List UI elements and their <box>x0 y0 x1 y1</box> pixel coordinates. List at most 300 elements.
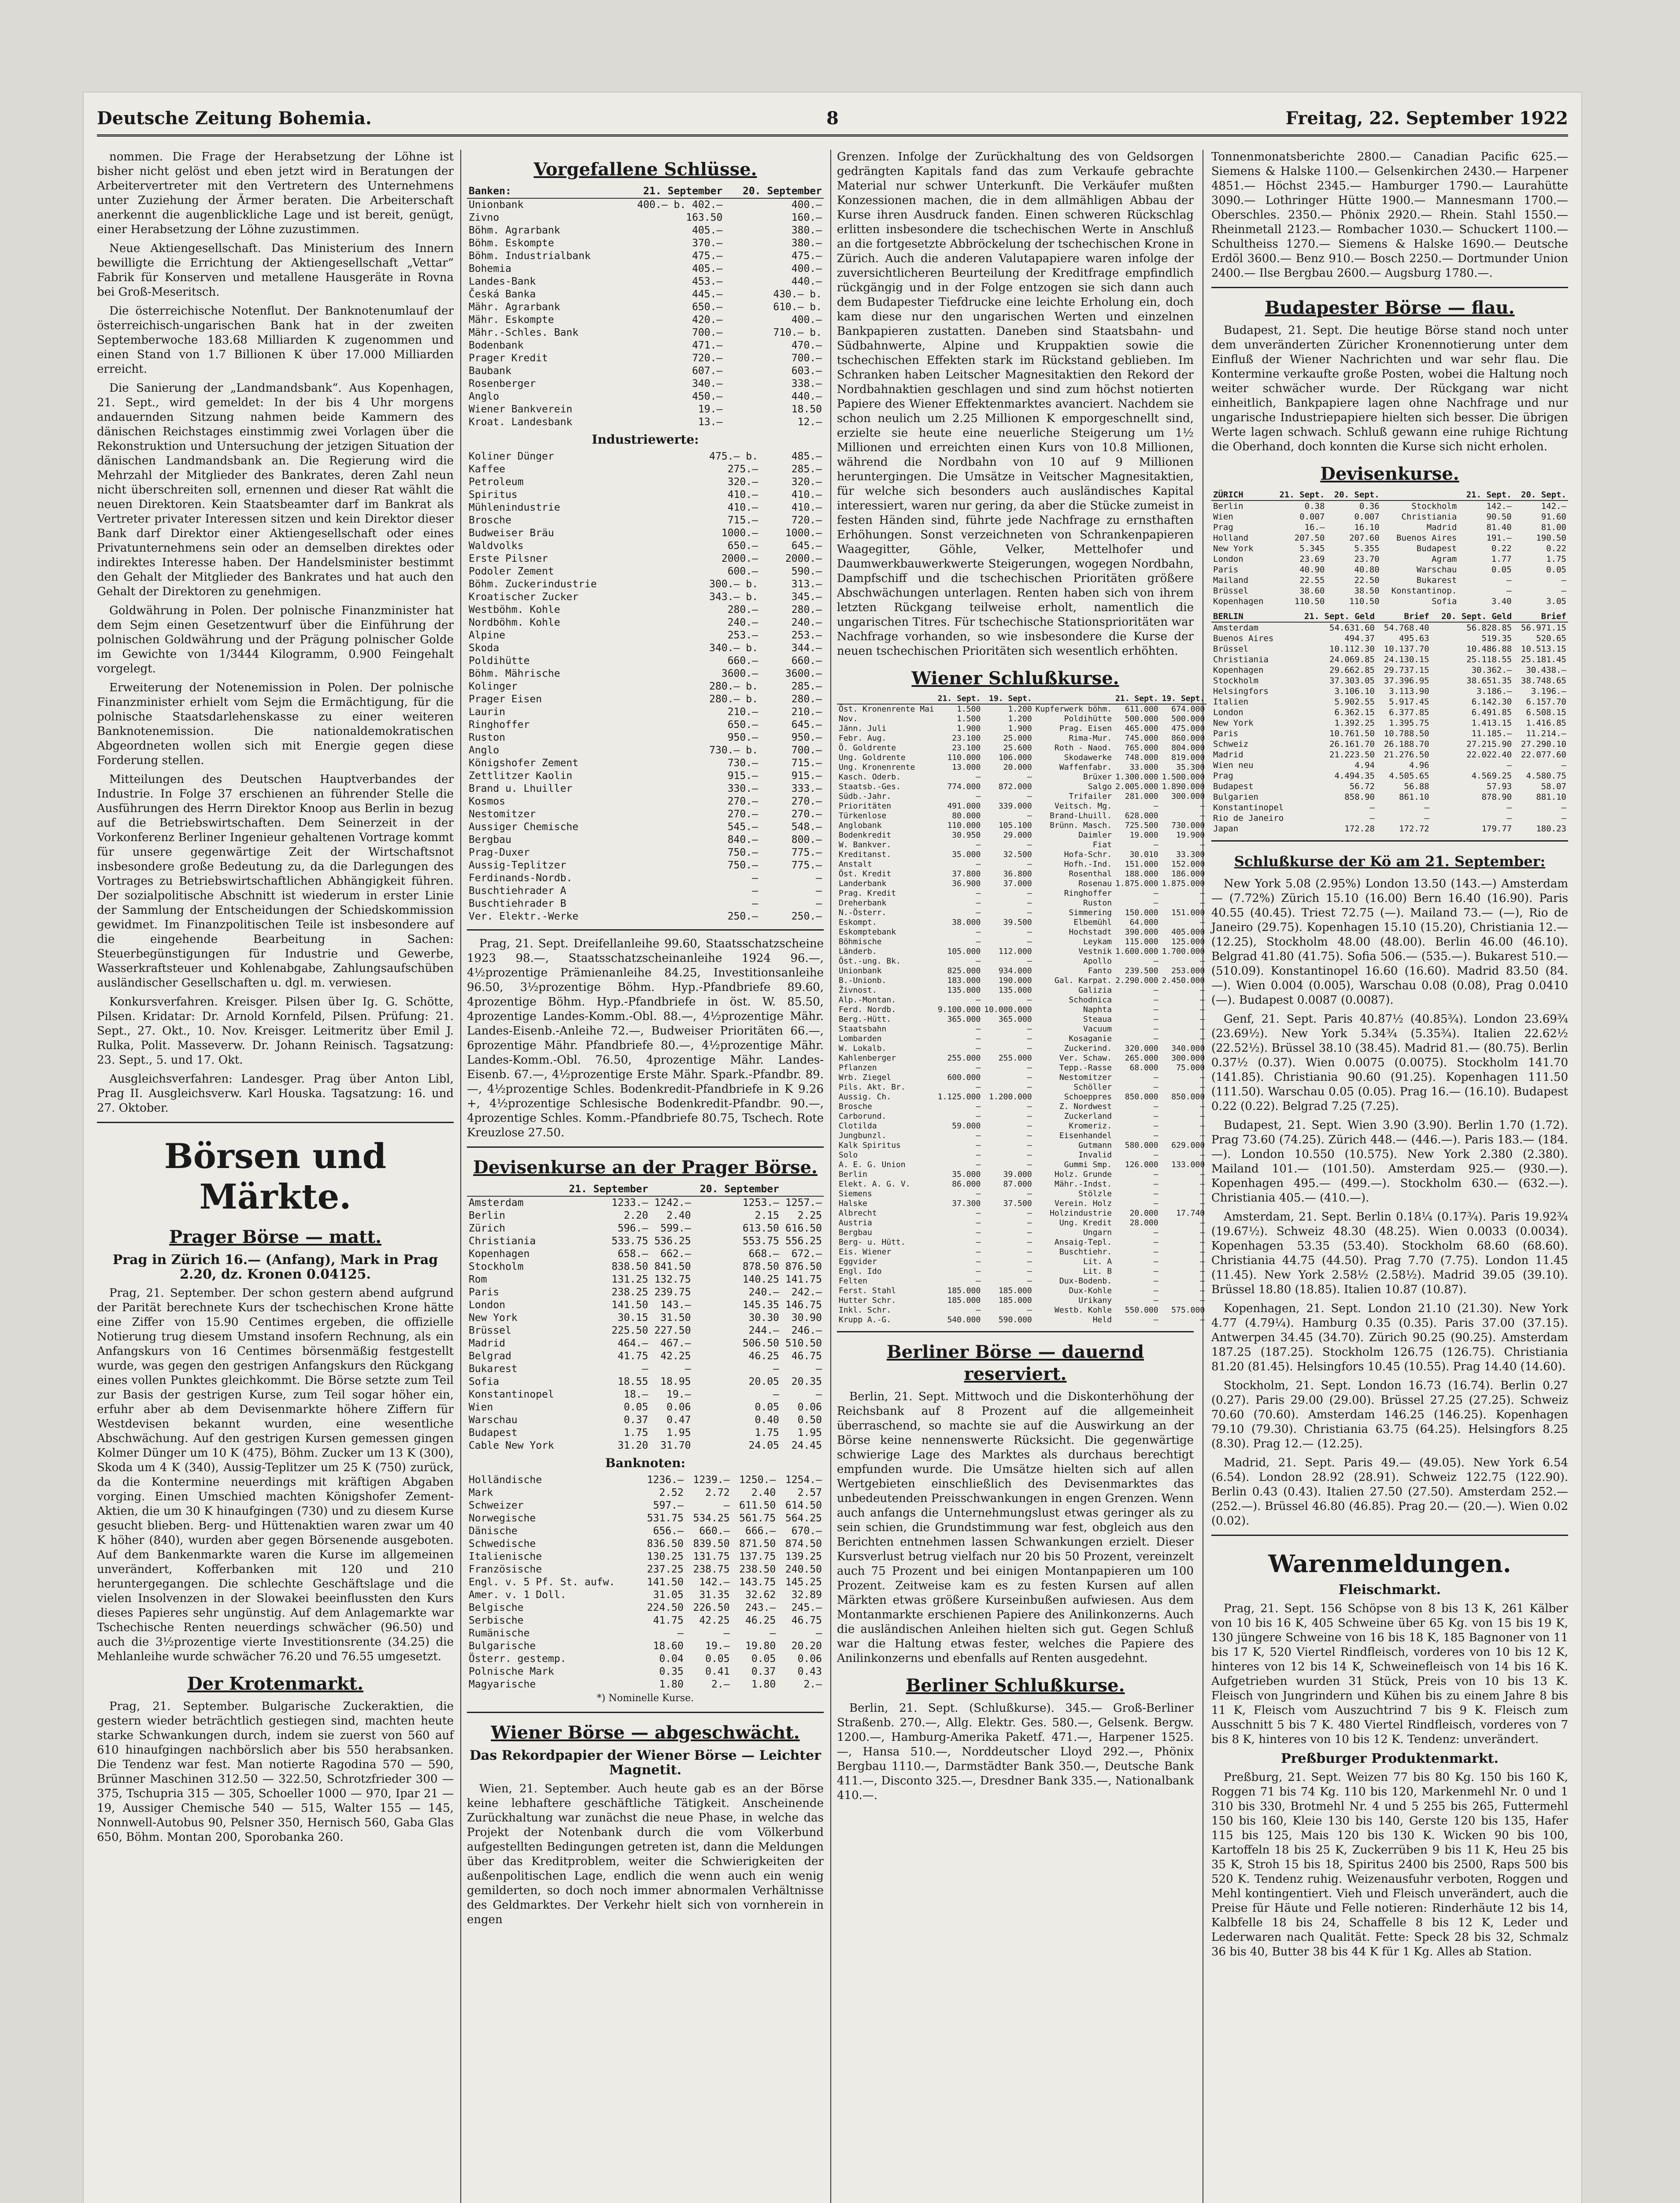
table-cell: 12.— <box>797 416 822 428</box>
table-cell: — <box>1200 1083 1205 1092</box>
table-row <box>467 642 824 655</box>
table-row <box>837 743 1206 753</box>
table-cell: — <box>976 1189 981 1198</box>
table-cell: Jänn. Juli <box>839 724 887 733</box>
table-cell: 31.50 <box>660 1312 691 1324</box>
table-cell: — <box>1561 803 1566 812</box>
table-cell: 238.50 <box>739 1564 776 1575</box>
table-cell: — <box>976 860 981 869</box>
table-row <box>467 821 824 834</box>
table-cell: — <box>1027 1247 1032 1257</box>
table-cell: Kopenhagen <box>469 1248 530 1260</box>
table-cell: — <box>1200 1034 1205 1043</box>
table-cell: Mähr.-Schles. Bank <box>469 327 579 338</box>
table-cell: 0.007 <box>1299 512 1325 522</box>
table-cell: 1.875.000 <box>1115 879 1158 888</box>
table-cell: Poldihütte <box>469 655 530 667</box>
table-cell: 6.142.30 <box>1471 697 1512 707</box>
table-cell: 2.005.000 <box>1115 782 1158 791</box>
table-row <box>467 910 824 923</box>
table-cell: Warschau <box>1416 565 1457 575</box>
table-row <box>467 1427 824 1439</box>
table-cell: 575.000 <box>1171 1305 1205 1315</box>
table-cell: — <box>1153 1034 1158 1043</box>
table-row <box>837 1053 1206 1063</box>
table-row <box>467 403 824 416</box>
table-cell: 4.569.25 <box>1471 771 1512 781</box>
copenhagen-report: Kopenhagen, 21. Sept. London 21.10 (21.30). New York 4.77 (4.79¼). Hamburg 0.35 (0.35). Paris 37.00 (37.15). Antwerpen 34.45 (34.70). Zürich 90.25 (90.25). Amsterdam 187.25 (187.25). Stockholm 126.75 (126.75). Christiania 81.20 (81.45). Helsingfors 10.45 (10.55). Prag 14.40 (14.60). <box>1211 1302 1568 1373</box>
table-cell: 23.100 <box>952 743 981 753</box>
table-row <box>467 1653 824 1665</box>
table-row <box>467 224 824 237</box>
table-cell: Nov. <box>839 714 858 723</box>
table-cell: Paris <box>1213 565 1239 575</box>
table-cell: 87.000 <box>1003 1179 1032 1189</box>
table-cell: 9.100.000 <box>937 1005 981 1014</box>
table-cell: 6.157.70 <box>1526 697 1566 707</box>
table-row <box>467 655 824 668</box>
table-cell: Holländische <box>469 1474 542 1486</box>
table-row <box>1211 739 1568 749</box>
table-cell: Wrb. Ziegel <box>839 1073 892 1082</box>
table-cell: Zettlitzer Kaolin <box>469 770 573 782</box>
table-cell: Brüssel <box>1213 586 1249 596</box>
table-cell: 29.000 <box>1003 831 1032 840</box>
table-row <box>467 1376 824 1388</box>
table-cell: 27.290.10 <box>1521 739 1566 749</box>
table-cell: 29.737.15 <box>1384 665 1429 675</box>
table-cell: 239.500 <box>1125 966 1158 975</box>
table-cell: 4.505.65 <box>1389 771 1429 781</box>
table-cell: 500.000 <box>1125 714 1158 723</box>
table-cell: 534.25 <box>693 1513 730 1524</box>
table-cell: 871.50 <box>739 1538 776 1550</box>
table-cell: Aussiger Chemische <box>469 821 579 833</box>
table-cell: 1.392.25 <box>1334 718 1375 728</box>
table-cell: 57.93 <box>1487 782 1512 791</box>
table-cell: — <box>1027 908 1032 917</box>
table-cell: — <box>1027 1228 1032 1237</box>
table-cell: Erste Pilsner <box>469 553 548 564</box>
table-cell: Pflanzen <box>839 1063 877 1072</box>
berlin-exchange-report: Berlin, 21. Sept. Mittwoch und die Diskonterhöhung der Reichsbank auf 8 Prozent auf die allgemeinheit überraschend, so machte sie auf die Auswirkung an der Börse keine nennenswerte Rücksicht. Die gegenwärtige schwierige Lage des Marktes als durchaus berechtigt empfunden wurde. Die Umsätze hielten sich auf allen Wertgebieten einschließlich des Devisenmarktes das unbedeutenden Preisschwankungen in engen Grenzen. Wenn auch anfangs die Unternehmungslust etwas geringer als zu sein schien, die Grundstimmung war fest, obgleich aus den Berichten entnehmen lassen Schwankungen erzielt. Dieser Kursverlust betrug vielfach nur 20 bis 50 Prozent, vereinzelt auch 75 Prozent und bei einigen Montanpapieren um 100 Prozent. Zeitweise kam es zu festen Kursen auf allen Märkten etwas größere Kurseinbußen aufwiesen. Aus dem Montanmarkte erschienen Papiere des Anilinkonzerns. Auch die ausländischen Anleihen hielten sich gut. Gegen Schluß war die Haltung etwas fester, welches die Papiere des Anilinkonzerns und ebenfalls auf Renten ausgedehnt. <box>837 1390 1194 1665</box>
table-cell: Waffenfabr. <box>1059 763 1112 772</box>
table-cell: Ung. Kredit <box>1059 1218 1112 1228</box>
vienna-closing-heading: Wiener Schlußkurse. <box>911 668 1119 689</box>
table-cell: — <box>1153 1228 1158 1237</box>
table-cell: 137.75 <box>739 1551 776 1562</box>
table-cell: 22.022.40 <box>1466 750 1512 760</box>
table-cell: — <box>1153 1005 1158 1014</box>
table-row <box>467 1273 824 1286</box>
table-cell: 0.35 <box>659 1666 684 1677</box>
table-cell: — <box>1561 586 1566 596</box>
table-row <box>467 339 824 352</box>
table-row <box>467 757 824 770</box>
table-cell: — <box>1200 1296 1205 1305</box>
table-cell: Ferdinands-Nordb. <box>469 872 573 884</box>
table-cell: 35.000 <box>952 850 981 859</box>
table-cell: Fiat <box>1092 840 1112 849</box>
table-cell: 19.— <box>698 404 723 415</box>
table-cell: Roth - Naod. <box>1055 743 1112 753</box>
table-cell: Eskomptebank <box>839 927 896 937</box>
table-cell: — <box>1027 995 1032 1005</box>
table-cell: Lit. B <box>1083 1267 1112 1276</box>
table-cell: Königshofer Zement <box>469 757 579 769</box>
table-cell: — <box>1153 1112 1158 1121</box>
table-cell: Halske <box>839 1199 868 1208</box>
table-row <box>467 1602 824 1614</box>
table-cell: 610.— b. <box>773 301 822 313</box>
table-cell: Salgo <box>1088 782 1112 791</box>
table-cell: — <box>976 1247 981 1257</box>
table-cell: 715.— <box>791 757 822 769</box>
table-cell: Steaua <box>1083 1015 1112 1024</box>
table-cell: — <box>1200 1150 1205 1160</box>
table-row <box>837 1199 1206 1209</box>
table-cell: 42.25 <box>699 1615 730 1626</box>
divider <box>97 1122 454 1123</box>
table-cell: — <box>1424 803 1429 812</box>
table-row <box>467 527 824 540</box>
table-cell: Helsingfors <box>1213 686 1269 696</box>
table-cell: — <box>1506 813 1512 823</box>
table-cell: Leykam <box>1083 937 1112 946</box>
table-cell: Kromeriz. <box>1069 1121 1112 1131</box>
table-cell: 0.05 <box>751 1653 776 1665</box>
table-row <box>467 326 824 339</box>
table-row <box>837 1131 1206 1141</box>
table-cell: 1.95 <box>666 1427 691 1439</box>
table-cell: — <box>1027 1044 1032 1053</box>
table-cell: — <box>1200 1131 1205 1140</box>
vienna-exchange-heading: Wiener Börse — abgeschwächt. <box>491 1722 800 1743</box>
table-cell: 580.000 <box>1125 1141 1158 1150</box>
table-cell: 950.— <box>791 732 822 743</box>
table-cell: Siemens <box>839 1189 872 1198</box>
table-cell: 510.50 <box>785 1338 822 1349</box>
table-cell: — <box>1200 811 1205 820</box>
column-header <box>837 694 936 704</box>
table-cell: 400.— <box>791 263 822 274</box>
table-cell: Budapest <box>1213 782 1254 791</box>
table-cell: — <box>1200 1199 1205 1208</box>
table-cell: 24.45 <box>791 1440 822 1451</box>
table-cell: Kreditanst. <box>839 850 892 859</box>
table-cell: Prager Eisen <box>469 694 542 705</box>
table-cell: 629.000 <box>1171 1141 1205 1150</box>
table-cell: Ruston <box>469 732 506 743</box>
table-cell: 836.50 <box>647 1538 684 1550</box>
table-cell: Wien <box>469 1402 493 1413</box>
table-cell: 185.000 <box>998 1296 1032 1305</box>
table-cell: 333.— <box>791 783 822 794</box>
table-row <box>837 937 1206 947</box>
table-cell: 54.768.40 <box>1384 623 1429 633</box>
table-cell: — <box>976 1044 981 1053</box>
table-cell: Serbische <box>469 1615 524 1626</box>
table-cell: — <box>1200 1112 1205 1121</box>
table-cell: 131.25 <box>611 1274 648 1285</box>
kroten-report: Prag, 21. September. Bulgarische Zuckeraktien, die gestern wieder beträchtlich gestiegen sind, machten heute starke Schwankungen durch, indem sie zuerst von 560 auf 610 hinaufgingen nachbörslich aber bis 550 herabsanken. Die Tendenz war fest. Man notierte Ragodina 570 — 590, Brünner Maschinen 312.50 — 322.50, Schrotzfrieder 300 — 375, Tschupria 315 — 305, Schoeller 1000 — 970, Ipar 21 — 19, Aussiger Chemische 540 — 515, Walter 155 — 145, Nonnwell-Autobus 90, Pelsner 350, Hernisch 560, Gaba Glas 650, Böhm. Montan 200, Sporobanka 260. <box>97 1700 454 1844</box>
table-cell: 32.500 <box>1003 850 1032 859</box>
table-cell: Invalid <box>1078 1150 1112 1160</box>
table-cell: Ferd. Nordb. <box>839 1005 896 1014</box>
table-cell: 141.50 <box>647 1576 684 1588</box>
table-cell: 135.000 <box>998 986 1032 995</box>
table-cell: 152.000 <box>1171 860 1205 869</box>
table-cell: 410.— <box>791 489 822 501</box>
table-cell: — <box>1027 1305 1032 1315</box>
budapest-rates-report: Budapest, 21. Sept. Wien 3.90 (3.90). Berlin 1.70 (1.72). Prag 73.60 (74.25). Zürich 448.— (446.—). Paris 183.— (184.—). London 10.550 (10.575). New York 2.380 (2.380). Mailand 101.— (101.50). Amsterdam 925.— (930.—). Kopenhagen 495.— (499.—). Stockholm 630.— (632.—). Christiania 405.— (410.—). <box>1211 1119 1568 1205</box>
table-cell: Bohemia <box>469 263 511 274</box>
table-cell: 237.25 <box>647 1564 684 1575</box>
table-row <box>837 840 1206 850</box>
table-cell: Kolinger <box>469 681 518 692</box>
table-cell: 330.— <box>727 783 758 794</box>
table-row <box>467 1439 824 1452</box>
news-item: Erweiterung der Notenemission in Polen. Der polnische Finanzminister erhielt vom Sejm die Ermächtigung, für die polnische Staatsdarlehenskasse zu einer weiteren Banknotenemission. Die nationaldemokratischen Abgeordneten wollen sich mit Energie gegen diese Forderung stellen. <box>97 681 454 767</box>
table-cell: 660.— <box>727 655 758 667</box>
table-cell: 31.05 <box>653 1589 684 1601</box>
table-cell: — <box>1153 1024 1158 1034</box>
table-cell: Christiania <box>469 1235 536 1247</box>
table-cell: 2.20 <box>624 1210 648 1221</box>
table-cell: 775.— <box>791 860 822 871</box>
table-cell: Ungarn <box>1083 1228 1112 1237</box>
table-cell: Staatsb.-Ges. <box>839 782 901 791</box>
table-cell: 467.— <box>660 1338 691 1349</box>
table-row <box>467 783 824 795</box>
table-row <box>837 1102 1206 1112</box>
table-cell: 3.113.90 <box>1389 686 1429 696</box>
table-row <box>837 1179 1206 1189</box>
table-row <box>1211 665 1568 675</box>
table-cell: Zivno <box>469 212 500 223</box>
table-cell: 1.95 <box>797 1427 822 1439</box>
table-cell: 190.50 <box>1536 533 1566 543</box>
table-cell: 1.500 <box>957 705 981 714</box>
table-cell: Vestnik <box>1078 947 1112 956</box>
table-cell: 146.75 <box>785 1299 822 1311</box>
table-cell: Z. Nordwest <box>1059 1102 1112 1111</box>
table-cell: Buschtiehrader B <box>469 898 566 909</box>
table-cell: — <box>1153 1296 1158 1305</box>
table-cell: 861.10 <box>1399 792 1429 802</box>
column-header: ZÜRICH <box>1211 490 1272 501</box>
table-cell: Kahlenberger <box>839 1053 896 1063</box>
table-row <box>837 976 1206 986</box>
table-cell: — <box>816 872 822 884</box>
table-cell: Holzindustrie <box>1050 1209 1112 1218</box>
table-cell: — <box>976 1112 981 1121</box>
table-cell: — <box>816 1363 822 1375</box>
table-cell: 240.— <box>727 617 758 628</box>
table-cell: 245.— <box>791 1602 822 1613</box>
table-cell: 35.000 <box>952 1170 981 1179</box>
table-row <box>837 704 1206 714</box>
table-cell: Clotilda <box>839 1121 877 1131</box>
table-cell: Südb.-Jahr. <box>839 792 892 801</box>
table-cell: 160.— <box>791 212 822 223</box>
divider <box>467 1146 824 1148</box>
banknotes-caption: Banknoten: <box>605 1456 686 1470</box>
table-row <box>467 275 824 288</box>
table-cell: 300.— b. <box>709 579 758 590</box>
table-cell: 500.000 <box>1171 714 1205 723</box>
table-cell: Schwedische <box>469 1538 536 1550</box>
table-cell: Stockholm <box>1213 676 1258 686</box>
table-cell: — <box>1027 1034 1032 1043</box>
table-cell: Kroat. Landesbank <box>469 416 573 428</box>
table-cell: — <box>976 889 981 898</box>
table-row <box>1211 543 1568 554</box>
table-row <box>837 1083 1206 1092</box>
table-cell: 115.000 <box>1125 937 1158 946</box>
table-cell: — <box>816 1389 822 1400</box>
table-cell: — <box>1200 889 1205 898</box>
table-cell: 344.— <box>791 642 822 654</box>
news-item: nommen. Die Frage der Herabsetzung der Löhne ist bisher nicht gelöst und eben jetzt wird in Beratungen der Arbeitervertreter mit den Vertretern des Unternehmens unter Zuziehung der Ärmer beraten. Die Arbeiterschaft anerkennt die augenblickliche Lage und ist bereit, genügt, einer Herabsetzung der Löhne zuzustimmen. <box>97 150 454 236</box>
table-row <box>467 770 824 783</box>
table-cell: Eskompt. <box>839 918 877 927</box>
table-cell: 242.— <box>791 1287 822 1298</box>
table-cell: 0.36 <box>1359 501 1380 511</box>
table-cell: Aussig-Teplitzer <box>469 860 566 871</box>
table-cell: 18.95 <box>660 1376 691 1387</box>
table-cell: — <box>1153 1189 1158 1198</box>
table-row <box>467 719 824 731</box>
table-cell: Mähr. Eskompte <box>469 314 554 326</box>
table-cell: Rosenberger <box>469 378 536 389</box>
table-cell: — <box>1027 1209 1032 1218</box>
table-cell: 255.000 <box>998 1053 1032 1063</box>
table-cell: 20.35 <box>791 1376 822 1387</box>
table-cell: 725.500 <box>1125 821 1158 830</box>
table-cell: — <box>1200 1257 1205 1266</box>
table-cell: 188.000 <box>1125 869 1158 879</box>
table-cell: Hofa-Schr. <box>1064 850 1112 859</box>
table-row <box>1211 512 1568 522</box>
table-cell: — <box>1200 1267 1205 1276</box>
table-cell: Stölzle <box>1078 1189 1112 1198</box>
table-cell: Buschtiehrader A <box>469 885 566 897</box>
table-cell: 0.38 <box>1304 501 1325 511</box>
table-cell: Holland <box>1213 533 1249 543</box>
table-cell: 2000.— <box>785 553 822 564</box>
table-cell: 0.05 <box>705 1653 730 1665</box>
table-cell: 38.748.65 <box>1521 676 1566 686</box>
table-cell: 46.25 <box>748 1350 779 1362</box>
prague-exchange-heading: Prager Börse — matt. <box>169 1227 381 1247</box>
table-cell: Madrid <box>1213 750 1243 760</box>
table-cell: 838.50 <box>611 1261 648 1272</box>
table-cell: 27.215.90 <box>1466 739 1512 749</box>
table-cell: 878.90 <box>1481 792 1512 802</box>
table-cell: 365.000 <box>998 1015 1032 1024</box>
table-cell: — <box>1027 1150 1032 1160</box>
table-cell: — <box>1027 840 1032 849</box>
table-cell: 475.— <box>692 250 723 262</box>
table-cell: — <box>976 1024 981 1034</box>
table-cell: — <box>1153 1102 1158 1111</box>
table-cell: 495.63 <box>1399 634 1429 643</box>
table-cell: — <box>1027 1160 1032 1169</box>
table-cell: 18.— <box>624 1389 648 1400</box>
table-row <box>467 795 824 808</box>
table-row <box>467 680 824 693</box>
table-cell: 110.000 <box>947 753 981 762</box>
table-cell: 0.22 <box>1491 544 1512 553</box>
table-cell: 19.80 <box>745 1640 776 1652</box>
table-cell: Buenos Aires <box>1396 533 1457 543</box>
column-header: 21. Sept. <box>936 694 983 704</box>
table-cell: — <box>976 1034 981 1043</box>
table-cell: Westb. Kohle <box>1055 1305 1112 1315</box>
table-cell: 2.15 <box>755 1210 779 1221</box>
table-cell: 37.800 <box>952 869 981 879</box>
table-cell: — <box>1027 1121 1032 1131</box>
table-row <box>1211 813 1568 823</box>
table-row <box>467 416 824 429</box>
table-cell: — <box>1027 811 1032 820</box>
table-cell: 75.000 <box>1176 1063 1205 1072</box>
table-cell: Kosmos <box>469 796 506 807</box>
table-cell: Lit. A <box>1083 1257 1112 1266</box>
table-row <box>837 898 1206 908</box>
table-cell: 878.50 <box>742 1261 779 1272</box>
table-cell: 561.75 <box>739 1513 776 1524</box>
vienna-exchange-report: Wien, 21. September. Auch heute gab es an der Börse keine lebhaftere geschäftliche Tätigkeit. Anscheinende Zurückhaltung war zunächst die neue Phase, in welche das Projekt der Notenbank durch die vom Völkerbund aufgestellten Bedingungen getreten ist, dann die Meldungen über das Kreditproblem, weiter die Schwierigkeiten der außenpolitischen Lage, endlich die wenn auch ein wenig gemilderten, so doch noch immer abnormalen Verhältnisse des Geldmarktes. Der Verkehr hielt sich von vornherein in engen <box>467 1782 824 1926</box>
table-row <box>467 352 824 365</box>
table-cell: Westböhm. Kohle <box>469 604 560 616</box>
table-cell: 520.65 <box>1536 634 1566 643</box>
table-cell: Bulgarien <box>1213 792 1258 802</box>
table-row <box>1211 675 1568 686</box>
table-cell: Gal. Karpat. <box>1055 976 1112 985</box>
table-row <box>837 1160 1206 1170</box>
table-cell: — <box>1200 1315 1205 1324</box>
table-cell: 564.25 <box>785 1513 822 1524</box>
table-cell: Prag <box>1213 523 1233 532</box>
table-cell: Ansaig-Tepl. <box>1055 1238 1112 1247</box>
meat-market-subhead: Fleischmarkt. <box>1338 1582 1441 1598</box>
table-cell: Böhm. Industrialbank <box>469 250 591 262</box>
table-cell: — <box>976 1305 981 1315</box>
table-row <box>1211 633 1568 644</box>
table-cell: 126.000 <box>1125 1160 1158 1169</box>
table-cell: 340.— b. <box>709 642 758 654</box>
table-cell: 3600.— <box>721 668 758 679</box>
table-cell: Christiania <box>1401 512 1457 522</box>
table-cell: 420.— <box>692 314 723 326</box>
table-cell: 90.50 <box>1486 512 1512 522</box>
table-row <box>837 821 1206 831</box>
table-cell: 37.000 <box>1003 879 1032 888</box>
table-cell: 825.000 <box>947 966 981 975</box>
table-cell: 142.— <box>1486 501 1512 511</box>
table-cell: 2.290.000 <box>1115 976 1158 985</box>
table-row <box>467 1363 824 1376</box>
table-cell: 40.90 <box>1299 565 1325 575</box>
table-cell: 590.— <box>791 566 822 577</box>
table-cell: Amsterdam <box>469 1197 524 1209</box>
table-cell: Bulgarische <box>469 1640 536 1652</box>
table-cell: New York <box>469 1312 518 1324</box>
table-cell: Petroleum <box>469 476 524 488</box>
table-cell: — <box>1200 1276 1205 1286</box>
